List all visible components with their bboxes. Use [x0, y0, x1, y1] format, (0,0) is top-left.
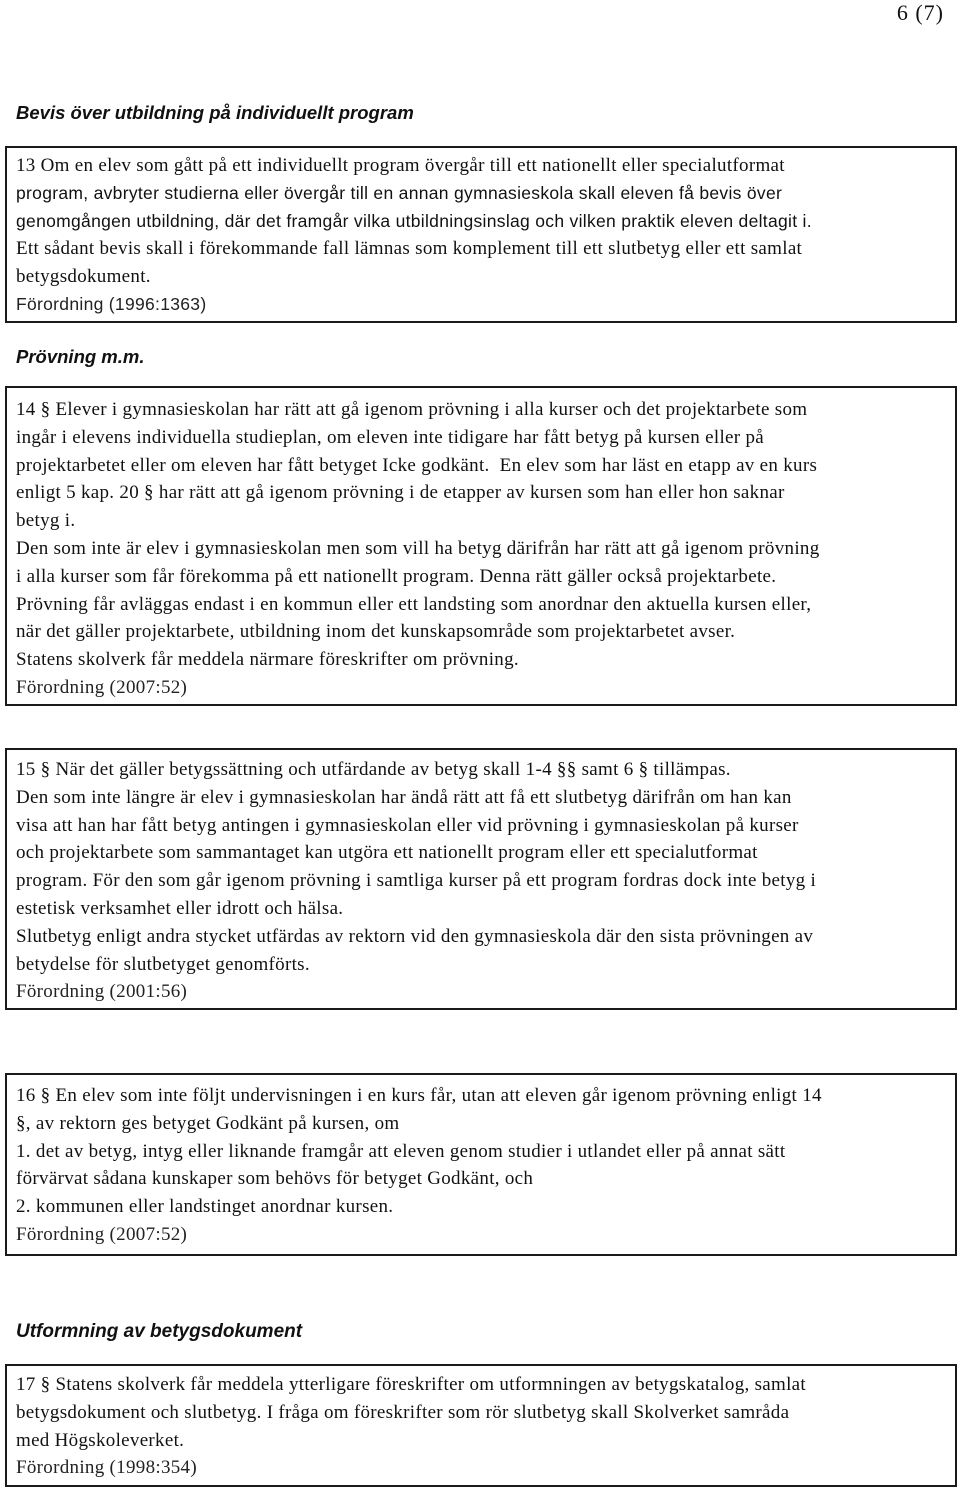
section-14-box [5, 386, 957, 706]
ordinance-reference: Förordning (2007:52) [16, 676, 188, 698]
paragraph-line: i alla kurser som får förekomma på ett nationellt program. Denna rätt gäller också projektarbete. [16, 565, 777, 587]
page-number: 6 (7) [896, 0, 944, 25]
paragraph-line: enligt 5 kap. 20 § har rätt att gå igenom prövning i de etapper av kursen som han eller hon saknar [16, 482, 785, 504]
paragraph-line: Prövning får avläggas endast i en kommun eller ett landsting som anordnar den aktuella kursen eller, [16, 593, 812, 615]
paragraph-line: 17 § Statens skolverk får meddela ytterligare föreskrifter om utformningen av betygskatalog, samlat [16, 1374, 806, 1395]
paragraph-line: visa att han har fått betyg antingen i gymnasieskolan eller vid prövning i gymnasieskolan på kurser [16, 814, 799, 836]
paragraph-line: Slutbetyg enligt andra stycket utfärdas av rektorn vid den gymnasieskola där den sista prövningen av [16, 925, 814, 947]
ordinance-reference: Förordning (1996:1363) [16, 293, 207, 314]
paragraph-line: och projektarbete som sammantaget kan utgöra ett nationellt program eller ett specialutformat [16, 842, 758, 864]
paragraph-line: betygsdokument. [16, 266, 151, 288]
paragraph-line: program, avbryter studierna eller övergår till en annan gymnasieskola skall eleven få bevis över [16, 182, 783, 203]
paragraph-line: förvärvat sådana kunskaper som behövs för betyget Godkänt, och [16, 1168, 534, 1190]
heading-grade-documents: Utformning av betygsdokument [16, 1321, 303, 1342]
paragraph-line: Den som inte längre är elev i gymnasieskolan har ändå rätt att få ett slutbetyg därifrån om han kan [16, 786, 792, 808]
list-item: 2. kommunen eller landstinget anordnar kursen. [16, 1196, 394, 1218]
paragraph-line: 13 Om en elev som gått på ett individuellt program övergår till ett nationellt eller specialutformat [16, 155, 785, 176]
paragraph-line: program. För den som går igenom prövning i samtliga kurser på ett program fordras dock inte betyg i [16, 870, 817, 892]
paragraph-line: estetisk verksamhet eller idrott och hälsa. [16, 897, 344, 919]
paragraph-line: betydelse för slutbetyget genomförts. [16, 953, 310, 975]
paragraph-line: 16 § En elev som inte följt undervisningen i en kurs får, utan att eleven går igenom prövning enligt 14 [16, 1085, 822, 1106]
section-17-box [5, 1364, 957, 1487]
section-16-box [5, 1073, 957, 1256]
paragraph-line: 15 § När det gäller betygssättning och utfärdande av betyg skall 1-4 §§ samt 6 § tillämpas. [16, 759, 731, 780]
paragraph-line: Ett sådant bevis skall i förekommande fall lämnas som komplement till ett slutbetyg eller ett samlat [16, 238, 803, 260]
list-item: 1. det av betyg, intyg eller liknande framgår att eleven genom studier i utlandet eller på annat sätt [16, 1140, 786, 1162]
section-13-box [5, 146, 957, 323]
paragraph-line: projektarbetet eller om eleven har fått betyget Icke godkänt. En elev som har läst en etapp av en kurs [16, 454, 818, 476]
ordinance-reference: Förordning (2007:52) [16, 1223, 188, 1245]
paragraph-line: §, av rektorn ges betyget Godkänt på kursen, om [16, 1112, 400, 1134]
heading-examination: Prövning m.m. [16, 346, 145, 367]
ordinance-reference: Förordning (2001:56) [16, 981, 188, 1003]
paragraph-line: betyg i. [16, 510, 76, 532]
paragraph-line: med Högskoleverket. [16, 1429, 185, 1451]
paragraph-line: Den som inte är elev i gymnasieskolan men som vill ha betyg därifrån har rätt att gå igenom prövning [16, 537, 820, 559]
ordinance-reference: Förordning (1998:354) [16, 1457, 197, 1479]
heading-individual-program: Bevis över utbildning på individuellt program [16, 102, 414, 123]
paragraph-line: 14 § Elever i gymnasieskolan har rätt att gå igenom prövning i alla kurser och det projektarbete som [16, 399, 808, 420]
section-15-box [5, 748, 957, 1010]
paragraph-line: Statens skolverk får meddela närmare föreskrifter om prövning. [16, 649, 519, 671]
paragraph-line: genomgången utbildning, där det framgår vilka utbildningsinslag och vilken praktik eleven deltagit i. [16, 210, 812, 231]
paragraph-line: betygsdokument och slutbetyg. I fråga om föreskrifter som rör slutbetyg skall Skolverket samråda [16, 1401, 790, 1423]
paragraph-line: ingår i elevens individuella studieplan, om eleven inte tidigare har fått betyg på kursen eller på [16, 426, 764, 448]
paragraph-line: när det gäller projektarbete, utbildning inom det kunskapsområde som projektarbetet avser. [16, 621, 736, 643]
